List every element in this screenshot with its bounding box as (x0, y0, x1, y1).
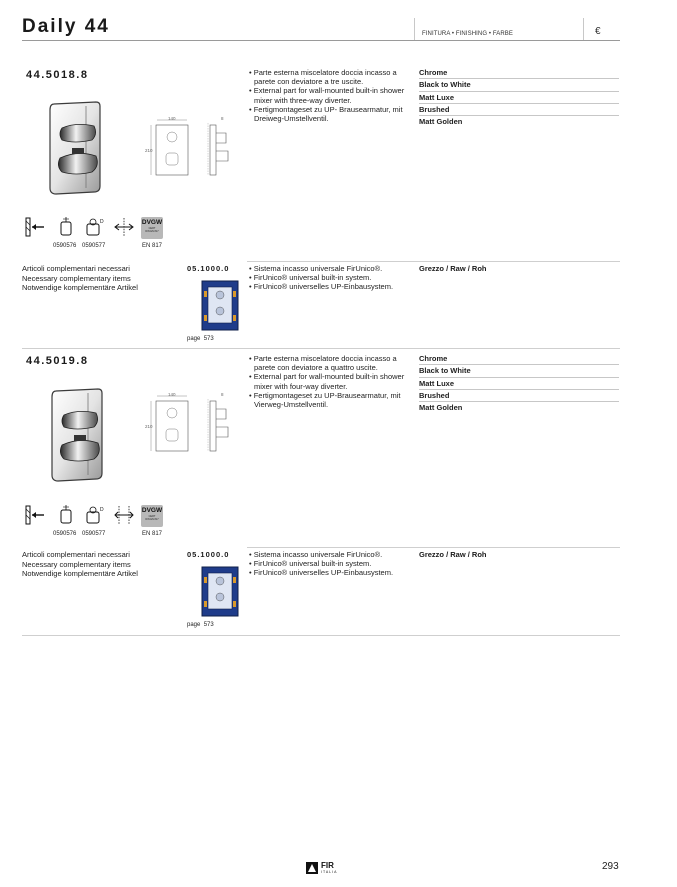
section-rule (22, 635, 620, 636)
finish-list (419, 353, 619, 414)
finish-column-heading: FINITURA • FINISHING • FARBE (422, 31, 514, 37)
complementary-label (22, 264, 187, 293)
logo-text: FIR (321, 861, 334, 870)
currency-symbol: € (595, 26, 601, 37)
icon-code: 0590577 (82, 531, 106, 537)
complementary-description-de: • FirUnico® universelles UP-Einbausystem. (249, 568, 414, 577)
description-en: • External part for wall-mounted built-in shower mixer with four-way diverter. (249, 372, 414, 390)
complementary-description-de: • FirUnico® universelles UP-Einbausystem. (249, 282, 414, 291)
complementary-label-en: Necessary complementary items (22, 559, 131, 569)
complementary-description-it: • Sistema incasso universale FirUnico®. (249, 550, 414, 559)
finish-list (419, 67, 619, 128)
badge-title: DVGW (141, 507, 163, 514)
finish-matt-luxe: Matt Luxe (419, 378, 619, 390)
finish-matt-golden: Matt Golden (419, 403, 463, 413)
dimension-width: 140 (168, 116, 176, 121)
diverter-icon (84, 216, 106, 238)
complementary-label-it: Articoli complementari necessari (22, 550, 130, 559)
page-number: 293 (602, 861, 619, 872)
complementary-description (249, 264, 414, 292)
page-reference (187, 336, 214, 342)
finish-brushed: Brushed (419, 390, 619, 402)
logo-subtext: ITALIA (321, 870, 338, 874)
product-code: 44.5018.8 (26, 69, 89, 81)
page-reference-label: page (187, 622, 201, 628)
finish-black-to-white: Black to White (419, 365, 619, 377)
section-rule (247, 261, 620, 262)
badge-title: DVGW (141, 219, 163, 226)
section-rule (22, 348, 620, 349)
finish-matt-luxe: Matt Luxe (419, 92, 619, 104)
finish-black-to-white: Black to White (419, 79, 619, 91)
badge-sub: DIN EN 817 (145, 230, 159, 233)
built-in-box-image (200, 279, 240, 332)
series-title: Daily 44 (22, 16, 110, 37)
technical-drawing (142, 115, 242, 177)
svg-text:D: D (100, 507, 104, 513)
complementary-description-en: • FirUnico® universal built-in system. (249, 273, 414, 282)
header-divider (583, 18, 584, 40)
description-it: • Parte esterna miscelatore doccia incasso a parete con deviatore a quattro uscite. (249, 354, 414, 372)
three-way-outlet-icon (113, 216, 135, 238)
icon-code: EN 817 (142, 243, 163, 249)
dimension-height: 210 (145, 148, 153, 153)
four-way-outlet-icon (113, 504, 135, 526)
description-en: • External part for wall-mounted built-in shower mixer with three-way diverter. (249, 86, 414, 104)
product-description (249, 354, 414, 409)
description-de: • Fertigmontageset zu UP-Brausearmatur, mit Vierweg-Umstellventil. (249, 391, 414, 409)
complementary-label-de: Notwendige komplementäre Artikel (22, 569, 138, 578)
wall-mount-icon (22, 217, 48, 237)
svg-text:D: D (100, 219, 104, 225)
header-divider (414, 18, 415, 40)
finish-brushed: Brushed (419, 104, 619, 116)
wall-mount-icon (22, 505, 48, 525)
page-reference-label: page (187, 336, 201, 342)
dimension-depth: 8 (221, 392, 224, 397)
badge-sub: CERT (148, 227, 156, 230)
description-it: • Parte esterna miscelatore doccia incasso a parete con deviatore a tre uscite. (249, 68, 414, 86)
complementary-code: 05.1000.0 (187, 264, 230, 273)
dimension-height: 210 (145, 424, 153, 429)
badge-sub: DIN EN 817 (145, 518, 159, 521)
complementary-label-it: Articoli complementari necessari (22, 264, 130, 273)
dvgw-certification-badge (141, 505, 163, 527)
page-reference (187, 622, 214, 628)
product-photo-mixer (48, 100, 104, 196)
technical-drawing (142, 391, 242, 453)
complementary-description-en: • FirUnico® universal built-in system. (249, 559, 414, 568)
cartridge-icon (56, 216, 76, 238)
header-rule (22, 40, 620, 41)
finish-chrome: Chrome (419, 67, 619, 79)
icon-code: 0590577 (82, 243, 106, 249)
complementary-label-de: Notwendige komplementäre Artikel (22, 283, 138, 292)
product-photo-mixer (50, 387, 106, 483)
product-code: 44.5019.8 (26, 355, 89, 367)
dimension-width: 140 (168, 392, 176, 397)
complementary-description-it: • Sistema incasso universale FirUnico®. (249, 264, 414, 273)
finish-chrome: Chrome (419, 353, 619, 365)
badge-sub: CERT (148, 515, 156, 518)
finish-matt-golden: Matt Golden (419, 117, 463, 127)
complementary-label-en: Necessary complementary items (22, 273, 131, 283)
complementary-code: 05.1000.0 (187, 550, 230, 559)
dimension-depth: 8 (221, 116, 224, 121)
cartridge-icon (56, 504, 76, 526)
complementary-finish: Grezzo / Raw / Roh (419, 264, 487, 273)
diverter-icon (84, 504, 106, 526)
product-description (249, 68, 414, 123)
description-de: • Fertigmontageset zu UP- Brausearmatur, mit Dreiweg-Umstellventil. (249, 105, 414, 123)
page-reference-number: 573 (203, 336, 214, 342)
complementary-label (22, 550, 187, 579)
complementary-description (249, 550, 414, 578)
complementary-finish: Grezzo / Raw / Roh (419, 550, 487, 559)
icon-code: 0590576 (53, 531, 77, 537)
built-in-box-image (200, 565, 240, 618)
icon-code: 0590576 (53, 243, 77, 249)
section-rule (247, 547, 620, 548)
icon-code: EN 817 (142, 531, 163, 537)
dvgw-certification-badge (141, 217, 163, 239)
page-reference-number: 573 (203, 622, 214, 628)
